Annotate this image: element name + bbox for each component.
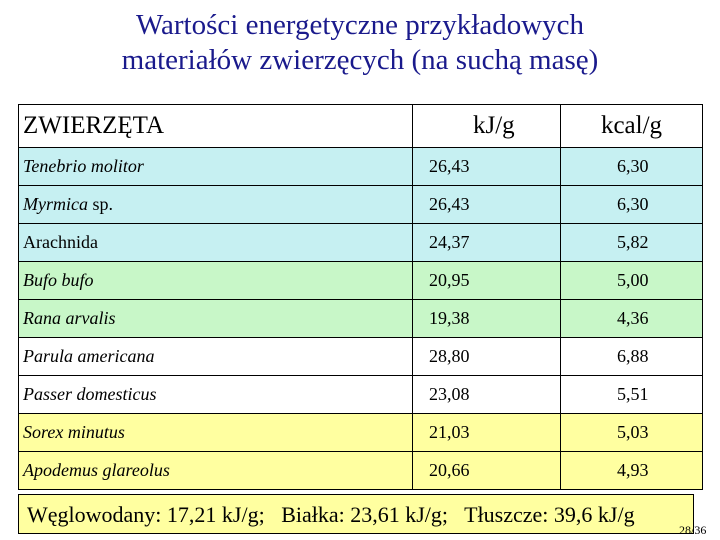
kj-value-cell: 28,80 bbox=[413, 338, 561, 376]
table-body bbox=[19, 148, 703, 490]
animal-name-cell bbox=[19, 300, 413, 338]
animal-latin-name: Passer domesticus bbox=[23, 384, 157, 404]
animal-latin-name: Tenebrio molitor bbox=[23, 156, 144, 176]
animal-name-cell bbox=[19, 224, 413, 262]
animal-latin-name: Rana arvalis bbox=[23, 308, 116, 328]
kj-value-cell: 20,66 bbox=[413, 452, 561, 490]
animal-name-cell bbox=[19, 452, 413, 490]
animal-name-cell bbox=[19, 376, 413, 414]
kcal-value-cell: 5,51 bbox=[561, 376, 703, 414]
footer-summary: Węglowodany: 17,21 kJ/g; Białka: 23,61 kJ/g; Tłuszcze: 39,6 kJ/g bbox=[18, 494, 694, 534]
animal-name-cell bbox=[19, 186, 413, 224]
table-row bbox=[19, 186, 703, 224]
animal-name-suffix: Arachnida bbox=[23, 232, 98, 252]
kcal-value-cell: 5,82 bbox=[561, 224, 703, 262]
table-row bbox=[19, 224, 703, 262]
page-number: 28/36 bbox=[679, 523, 707, 537]
table-header-row bbox=[19, 105, 703, 148]
table-row bbox=[19, 414, 703, 452]
table-row bbox=[19, 338, 703, 376]
slide-title-line-1: Wartości energetyczne przykładowych bbox=[135, 9, 585, 41]
kcal-value-cell: 5,03 bbox=[561, 414, 703, 452]
animal-latin-name: Bufo bufo bbox=[23, 270, 94, 290]
kcal-value-cell: 6,88 bbox=[561, 338, 703, 376]
table-row bbox=[19, 262, 703, 300]
slide-title bbox=[0, 8, 720, 78]
kcal-value-cell: 6,30 bbox=[561, 148, 703, 186]
animal-name-cell bbox=[19, 262, 413, 300]
table-row bbox=[19, 376, 703, 414]
column-header-kcal: kcal/g bbox=[561, 105, 703, 148]
kcal-value-cell: 4,93 bbox=[561, 452, 703, 490]
animal-latin-name: Sorex minutus bbox=[23, 422, 125, 442]
animal-latin-name: Apodemus glareolus bbox=[23, 460, 170, 480]
kcal-value-cell: 4,36 bbox=[561, 300, 703, 338]
table-row bbox=[19, 300, 703, 338]
table-row bbox=[19, 148, 703, 186]
kj-value-cell: 26,43 bbox=[413, 148, 561, 186]
kj-value-cell: 20,95 bbox=[413, 262, 561, 300]
column-header-kj: kJ/g bbox=[413, 105, 561, 148]
kj-value-cell: 26,43 bbox=[413, 186, 561, 224]
kcal-value-cell: 6,30 bbox=[561, 186, 703, 224]
energy-values-table bbox=[18, 104, 703, 490]
animal-name-cell bbox=[19, 414, 413, 452]
kj-value-cell: 19,38 bbox=[413, 300, 561, 338]
animal-latin-name: Parula americana bbox=[23, 346, 155, 366]
table-row bbox=[19, 452, 703, 490]
kcal-value-cell: 5,00 bbox=[561, 262, 703, 300]
column-header-animals: ZWIERZĘTA bbox=[19, 105, 413, 148]
animal-name-cell bbox=[19, 148, 413, 186]
animal-name-suffix: sp. bbox=[87, 194, 113, 214]
kj-value-cell: 21,03 bbox=[413, 414, 561, 452]
animal-name-cell bbox=[19, 338, 413, 376]
kj-value-cell: 23,08 bbox=[413, 376, 561, 414]
animal-latin-name: Myrmica bbox=[23, 194, 88, 214]
slide-title-line-2: materiałów zwierzęcych (na suchą masę) bbox=[121, 44, 599, 76]
kj-value-cell: 24,37 bbox=[413, 224, 561, 262]
